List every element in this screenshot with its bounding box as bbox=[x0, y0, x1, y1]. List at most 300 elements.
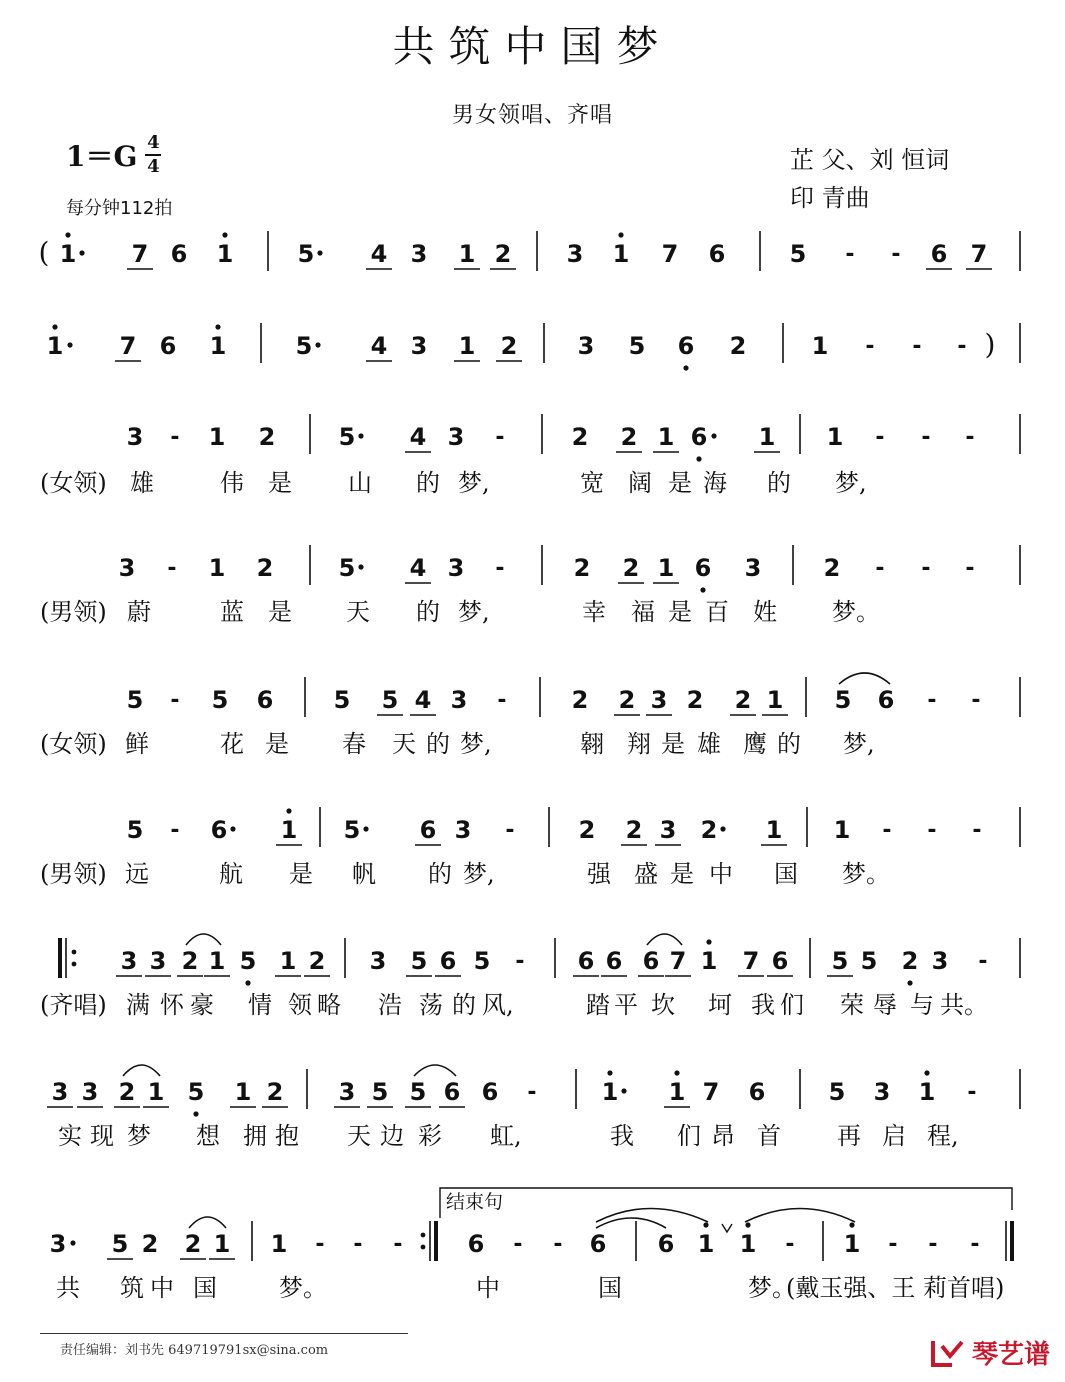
lyric-syllable: 昂 bbox=[711, 1122, 735, 1150]
lyric-syllable: 再 bbox=[837, 1122, 861, 1150]
note: 2 bbox=[620, 423, 638, 451]
note: 6 bbox=[605, 947, 623, 975]
augmentation-dot bbox=[720, 826, 725, 831]
lyric-syllable: 踏 bbox=[586, 991, 610, 1019]
note: 2 bbox=[823, 554, 841, 582]
lyric-syllable: 荡 bbox=[419, 991, 443, 1019]
augmentation-dot bbox=[79, 250, 84, 255]
low-octave-dot bbox=[696, 456, 701, 461]
note: 4 bbox=[409, 423, 427, 451]
note: 7 bbox=[119, 332, 137, 360]
note: 1 bbox=[270, 1230, 288, 1258]
dash-sustain: - bbox=[927, 688, 937, 713]
note: 2 bbox=[571, 423, 589, 451]
breath-mark bbox=[722, 1224, 732, 1232]
note: 3 bbox=[447, 554, 465, 582]
note: 3 bbox=[931, 947, 949, 975]
lyric-syllable: 是 bbox=[268, 469, 292, 497]
note: 2 bbox=[266, 1078, 284, 1106]
lyric-syllable: (女领) bbox=[40, 469, 107, 497]
note: 3 bbox=[149, 947, 167, 975]
note: 1 bbox=[209, 332, 227, 360]
bracket: ( bbox=[38, 236, 50, 269]
dash-sustain: - bbox=[170, 688, 180, 713]
note: 6 bbox=[577, 947, 595, 975]
note: 4 bbox=[409, 554, 427, 582]
lyric-syllable: 启 bbox=[882, 1122, 906, 1150]
dash-sustain: - bbox=[553, 1232, 563, 1257]
lyric-syllable: 与 bbox=[910, 991, 934, 1019]
lyric-syllable: 梦, bbox=[835, 469, 867, 497]
dash-sustain: - bbox=[970, 1232, 980, 1257]
high-octave-dot bbox=[286, 808, 291, 813]
dash-sustain: - bbox=[497, 688, 507, 713]
site-logo bbox=[930, 1334, 1050, 1371]
lyric-syllable: 春 bbox=[342, 730, 366, 758]
note: 5 bbox=[333, 686, 351, 714]
dash-sustain: - bbox=[785, 1232, 795, 1257]
lyric-syllable: (戴玉强、王 莉首唱) bbox=[786, 1274, 1005, 1302]
lyric-syllable: 翱 bbox=[580, 730, 604, 758]
note: 1 bbox=[918, 1078, 936, 1106]
note: 6 bbox=[771, 947, 789, 975]
dash-sustain: - bbox=[891, 242, 901, 267]
dash-sustain: - bbox=[971, 688, 981, 713]
lyric-syllable: 我 bbox=[610, 1122, 634, 1150]
note: 4 bbox=[414, 686, 432, 714]
lyric-syllable: 的 bbox=[767, 469, 791, 497]
note: 5 bbox=[211, 686, 229, 714]
high-octave-dot bbox=[607, 1070, 612, 1075]
note: 5 bbox=[338, 554, 356, 582]
lyric-syllable: 帆 bbox=[352, 860, 376, 888]
dash-sustain: - bbox=[888, 1232, 898, 1257]
slur bbox=[414, 1065, 456, 1076]
lyric-syllable: 彩 bbox=[418, 1122, 442, 1150]
note: 3 bbox=[49, 1230, 67, 1258]
lyric-syllable: 梦, bbox=[458, 598, 490, 626]
note: 1 bbox=[657, 554, 675, 582]
dash-sustain: - bbox=[513, 1232, 523, 1257]
lyric-syllable: 的 bbox=[416, 598, 440, 626]
note: 5 bbox=[343, 816, 361, 844]
lyric-syllable: 盛 bbox=[634, 860, 658, 888]
lyric-syllable: 荣 bbox=[840, 991, 864, 1019]
song-title: 共筑中国梦 bbox=[392, 22, 673, 71]
slur bbox=[647, 934, 682, 945]
slur bbox=[189, 1217, 226, 1228]
dash-sustain: - bbox=[527, 1080, 537, 1105]
lyric-syllable: 是 bbox=[289, 860, 313, 888]
note: 3 bbox=[81, 1078, 99, 1106]
lyric-syllable: 梦 bbox=[127, 1122, 151, 1150]
lyric-syllable: 雄 bbox=[697, 730, 721, 758]
tie bbox=[596, 1218, 666, 1228]
note: 2 bbox=[901, 947, 919, 975]
high-octave-dot bbox=[618, 232, 623, 237]
note: 1 bbox=[826, 423, 844, 451]
repeat-dot bbox=[72, 962, 77, 967]
augmentation-dot bbox=[315, 342, 320, 347]
low-octave-dot bbox=[193, 1111, 198, 1116]
augmentation-dot bbox=[711, 433, 716, 438]
note: 5 bbox=[828, 1078, 846, 1106]
lyric-syllable: 天 bbox=[346, 598, 370, 626]
lyric-syllable: 浩 bbox=[378, 991, 402, 1019]
augmentation-dot bbox=[230, 826, 235, 831]
lyric-syllable: 梦。 bbox=[832, 598, 880, 626]
editor-credit: 责任编辑：刘书先 649719791sx@sina.com bbox=[60, 1343, 329, 1358]
note: 5 bbox=[409, 1078, 427, 1106]
time-numerator: 4 bbox=[147, 132, 160, 153]
note: 2 bbox=[734, 686, 752, 714]
note: 2 bbox=[625, 816, 643, 844]
dash-sustain: - bbox=[957, 334, 967, 359]
lyric-syllable: 天 bbox=[392, 730, 416, 758]
key-label: 1＝G bbox=[66, 140, 138, 173]
augmentation-dot bbox=[317, 250, 322, 255]
note: 1 bbox=[279, 947, 297, 975]
lyric-syllable: 蔚 bbox=[127, 598, 151, 626]
note: 4 bbox=[370, 332, 388, 360]
note: 1 bbox=[811, 332, 829, 360]
note: 1 bbox=[280, 816, 298, 844]
dash-sustain: - bbox=[921, 556, 931, 581]
footer-divider bbox=[40, 1333, 408, 1334]
dash-sustain: - bbox=[353, 1232, 363, 1257]
note: 2 bbox=[118, 1078, 136, 1106]
note: 3 bbox=[454, 816, 472, 844]
note: 2 bbox=[308, 947, 326, 975]
note: 6 bbox=[439, 947, 457, 975]
lyric-syllable: 坎 bbox=[651, 991, 675, 1019]
dash-sustain: - bbox=[967, 1080, 977, 1105]
high-octave-dot bbox=[849, 1222, 854, 1227]
augmentation-dot bbox=[358, 433, 363, 438]
note: 3 bbox=[566, 240, 584, 268]
note: 1 bbox=[843, 1230, 861, 1258]
dash-sustain: - bbox=[921, 425, 931, 450]
logo-icon bbox=[930, 1338, 966, 1368]
note: 1 bbox=[458, 332, 476, 360]
note: 2 bbox=[494, 240, 512, 268]
lyric-syllable: 是 bbox=[265, 730, 289, 758]
dash-sustain: - bbox=[393, 1232, 403, 1257]
note: 3 bbox=[450, 686, 468, 714]
dash-sustain: - bbox=[965, 556, 975, 581]
dash-sustain: - bbox=[495, 425, 505, 450]
dash-sustain: - bbox=[875, 425, 885, 450]
note: 2 bbox=[141, 1230, 159, 1258]
lyric-syllable: 天 bbox=[347, 1122, 371, 1150]
note: 1 bbox=[213, 1230, 231, 1258]
lyric-syllable: 中 bbox=[150, 1274, 174, 1302]
dash-sustain: - bbox=[170, 818, 180, 843]
performance-note: 男女领唱、齐唱 bbox=[451, 103, 613, 128]
lyric-syllable: 我 bbox=[751, 991, 775, 1019]
note: 3 bbox=[338, 1078, 356, 1106]
lyric-syllable: 是 bbox=[268, 598, 292, 626]
tempo-marking: 每分钟112拍 bbox=[66, 198, 173, 219]
lyric-syllable: 国 bbox=[598, 1274, 622, 1302]
ending-bracket bbox=[440, 1188, 1012, 1218]
note: 3 bbox=[410, 332, 428, 360]
dash-sustain: - bbox=[865, 334, 875, 359]
note: 5 bbox=[371, 1078, 389, 1106]
lyric-syllable: 是 bbox=[668, 469, 692, 497]
note: 7 bbox=[131, 240, 149, 268]
dash-sustain: - bbox=[928, 1232, 938, 1257]
note: 2 bbox=[578, 816, 596, 844]
dash-sustain: - bbox=[167, 556, 177, 581]
note: 2 bbox=[686, 686, 704, 714]
lyric-syllable: (齐唱) bbox=[40, 991, 107, 1019]
note: 6 bbox=[930, 240, 948, 268]
note: 1 bbox=[46, 332, 64, 360]
lyric-syllable: 现 bbox=[90, 1122, 114, 1150]
note: 5 bbox=[338, 423, 356, 451]
note: 1 bbox=[766, 686, 784, 714]
dash-sustain: - bbox=[875, 556, 885, 581]
lyric-syllable: 虹, bbox=[490, 1122, 522, 1150]
lyric-syllable: 共 bbox=[56, 1274, 80, 1302]
ending-label: 结束句 bbox=[446, 1191, 504, 1213]
lyric-syllable: 国 bbox=[774, 860, 798, 888]
lyric-syllable: 程, bbox=[927, 1122, 959, 1150]
note: 3 bbox=[744, 554, 762, 582]
note: 2 bbox=[571, 686, 589, 714]
note: 7 bbox=[702, 1078, 720, 1106]
dash-sustain: - bbox=[495, 556, 505, 581]
note: 1 bbox=[147, 1078, 165, 1106]
note: 3 bbox=[410, 240, 428, 268]
high-octave-dot bbox=[703, 1222, 708, 1227]
dash-sustain: - bbox=[170, 425, 180, 450]
note: 6 bbox=[159, 332, 177, 360]
lyric-syllable: 姓 bbox=[753, 598, 777, 626]
note: 7 bbox=[742, 947, 760, 975]
high-octave-dot bbox=[215, 324, 220, 329]
note: 6 bbox=[170, 240, 188, 268]
note: 3 bbox=[51, 1078, 69, 1106]
lyric-syllable: 筑 bbox=[120, 1274, 144, 1302]
low-octave-dot bbox=[245, 980, 250, 985]
note: 6 bbox=[677, 332, 695, 360]
logo-text: 琴艺谱 bbox=[972, 1340, 1051, 1370]
lyric-syllable: 梦, bbox=[843, 730, 875, 758]
dash-sustain: - bbox=[882, 818, 892, 843]
lyric-syllable: (男领) bbox=[40, 860, 107, 888]
note: 2 bbox=[256, 554, 274, 582]
high-octave-dot bbox=[924, 1070, 929, 1075]
lyric-syllable: 们 bbox=[677, 1122, 701, 1150]
lyric-syllable: 首 bbox=[757, 1122, 781, 1150]
note: 2 bbox=[184, 1230, 202, 1258]
note: 5 bbox=[126, 816, 144, 844]
note: 6 bbox=[708, 240, 726, 268]
lyric-syllable: 幸 bbox=[582, 598, 606, 626]
dash-sustain: - bbox=[515, 949, 525, 974]
lyric-syllable: 拥 bbox=[243, 1122, 267, 1150]
note: 1 bbox=[765, 816, 783, 844]
note: 6 bbox=[748, 1078, 766, 1106]
note: 1 bbox=[668, 1078, 686, 1106]
note: 3 bbox=[118, 554, 136, 582]
note: 6 bbox=[467, 1230, 485, 1258]
lyric-syllable: 平 bbox=[614, 991, 638, 1019]
note: 1 bbox=[208, 947, 226, 975]
lyric-syllable: 边 bbox=[380, 1122, 404, 1150]
note: 1 bbox=[697, 1230, 715, 1258]
low-octave-dot bbox=[700, 587, 705, 592]
augmentation-dot bbox=[358, 564, 363, 569]
note: 3 bbox=[447, 423, 465, 451]
note: 3 bbox=[126, 423, 144, 451]
lyric-syllable: 蓝 bbox=[220, 598, 244, 626]
note: 6 bbox=[589, 1230, 607, 1258]
lyric-syllable: (女领) bbox=[40, 730, 107, 758]
note: 5 bbox=[111, 1230, 129, 1258]
low-octave-dot bbox=[683, 365, 688, 370]
note: 5 bbox=[831, 947, 849, 975]
dash-sustain: - bbox=[927, 818, 937, 843]
composer-credit: 印 青曲 bbox=[790, 184, 870, 212]
lyric-syllable: 是 bbox=[661, 730, 685, 758]
note: 2 bbox=[181, 947, 199, 975]
lyric-syllable: 阔 bbox=[628, 469, 652, 497]
note: 7 bbox=[661, 240, 679, 268]
lyric-syllable: 海 bbox=[703, 469, 727, 497]
lyric-syllable: 远 bbox=[125, 860, 149, 888]
note: 6 bbox=[657, 1230, 675, 1258]
time-denominator: 4 bbox=[147, 156, 160, 177]
lyric-syllable: 强 bbox=[587, 860, 611, 888]
dash-sustain: - bbox=[978, 949, 988, 974]
note: 7 bbox=[669, 947, 687, 975]
slur bbox=[839, 673, 890, 684]
note: 1 bbox=[216, 240, 234, 268]
note: 5 bbox=[126, 686, 144, 714]
augmentation-dot bbox=[621, 1088, 626, 1093]
note: 1 bbox=[657, 423, 675, 451]
note: 6 bbox=[256, 686, 274, 714]
lyric-syllable: 中 bbox=[709, 860, 733, 888]
lyric-syllable: 的 bbox=[777, 730, 801, 758]
note: 6 bbox=[642, 947, 660, 975]
lyric-syllable: 雄 bbox=[130, 469, 154, 497]
lyric-syllable: 梦, bbox=[463, 860, 495, 888]
lyric-syllable: 梦, bbox=[460, 730, 492, 758]
note: 3 bbox=[873, 1078, 891, 1106]
high-octave-dot bbox=[674, 1070, 679, 1075]
lyric-syllable: 鲜 bbox=[125, 730, 149, 758]
note: 2 bbox=[729, 332, 747, 360]
note: 6 bbox=[694, 554, 712, 582]
lyric-syllable: 翔 bbox=[627, 730, 651, 758]
lyric-syllable: 的 bbox=[426, 730, 450, 758]
lyric-syllable: 满 bbox=[126, 991, 150, 1019]
lyric-syllable: 中 bbox=[476, 1274, 500, 1302]
lyric-syllable: 梦。 bbox=[279, 1274, 327, 1302]
note: 1 bbox=[758, 423, 776, 451]
note: 5 bbox=[381, 686, 399, 714]
note: 1 bbox=[833, 816, 851, 844]
note: 6 bbox=[210, 816, 228, 844]
note: 3 bbox=[659, 816, 677, 844]
tie bbox=[745, 1209, 855, 1223]
lyric-syllable: 怀 bbox=[160, 991, 184, 1019]
note: 5 bbox=[297, 240, 315, 268]
slur bbox=[123, 1065, 160, 1076]
dash-sustain: - bbox=[505, 818, 515, 843]
note: 2 bbox=[573, 554, 591, 582]
lyric-syllable: 航 bbox=[219, 860, 243, 888]
lyric-syllable: 辱 bbox=[873, 991, 897, 1019]
lyric-syllable: 梦。 bbox=[842, 860, 890, 888]
note: 2 bbox=[500, 332, 518, 360]
lyric-syllable: 花 bbox=[220, 730, 244, 758]
slur bbox=[186, 934, 221, 945]
lyric-syllable: 山 bbox=[348, 469, 372, 497]
note: 5 bbox=[187, 1078, 205, 1106]
note: 3 bbox=[650, 686, 668, 714]
dash-sustain: - bbox=[912, 334, 922, 359]
note: 4 bbox=[370, 240, 388, 268]
augmentation-dot bbox=[363, 826, 368, 831]
note: 2 bbox=[622, 554, 640, 582]
lyric-syllable: 情 bbox=[248, 991, 272, 1019]
high-octave-dot bbox=[706, 939, 711, 944]
high-octave-dot bbox=[52, 324, 57, 329]
lyric-syllable: 坷 bbox=[708, 991, 732, 1019]
note: 7 bbox=[970, 240, 988, 268]
lyric-syllable: 伟 bbox=[220, 469, 244, 497]
note: 5 bbox=[295, 332, 313, 360]
note: 1 bbox=[234, 1078, 252, 1106]
high-octave-dot bbox=[65, 232, 70, 237]
high-octave-dot bbox=[222, 232, 227, 237]
lyric-syllable: 的 bbox=[428, 860, 452, 888]
note: 3 bbox=[369, 947, 387, 975]
note: 1 bbox=[739, 1230, 757, 1258]
lyric-syllable: 是 bbox=[668, 598, 692, 626]
note: 5 bbox=[239, 947, 257, 975]
note: 5 bbox=[789, 240, 807, 268]
lyric-syllable: 豪 bbox=[190, 991, 214, 1019]
lyric-syllable: 抱 bbox=[275, 1122, 299, 1150]
note: 6 bbox=[443, 1078, 461, 1106]
note: 2 bbox=[618, 686, 636, 714]
note: 1 bbox=[208, 554, 226, 582]
lyric-syllable: 国 bbox=[193, 1274, 217, 1302]
dash-sustain: - bbox=[965, 425, 975, 450]
note: 1 bbox=[208, 423, 226, 451]
augmentation-dot bbox=[70, 1240, 75, 1245]
augmentation-dot bbox=[67, 342, 72, 347]
note: 1 bbox=[59, 240, 77, 268]
dash-sustain: - bbox=[845, 242, 855, 267]
lyric-syllable: 梦。 bbox=[748, 1274, 796, 1302]
lyric-syllable: 鹰 bbox=[743, 730, 767, 758]
lyric-syllable: 风, bbox=[482, 991, 514, 1019]
dash-sustain: - bbox=[972, 818, 982, 843]
note: 6 bbox=[419, 816, 437, 844]
lyric-syllable: 宽 bbox=[580, 469, 604, 497]
note: 5 bbox=[473, 947, 491, 975]
lyric-syllable: (男领) bbox=[40, 598, 107, 626]
note: 5 bbox=[860, 947, 878, 975]
lyric-syllable: 百 bbox=[705, 598, 729, 626]
